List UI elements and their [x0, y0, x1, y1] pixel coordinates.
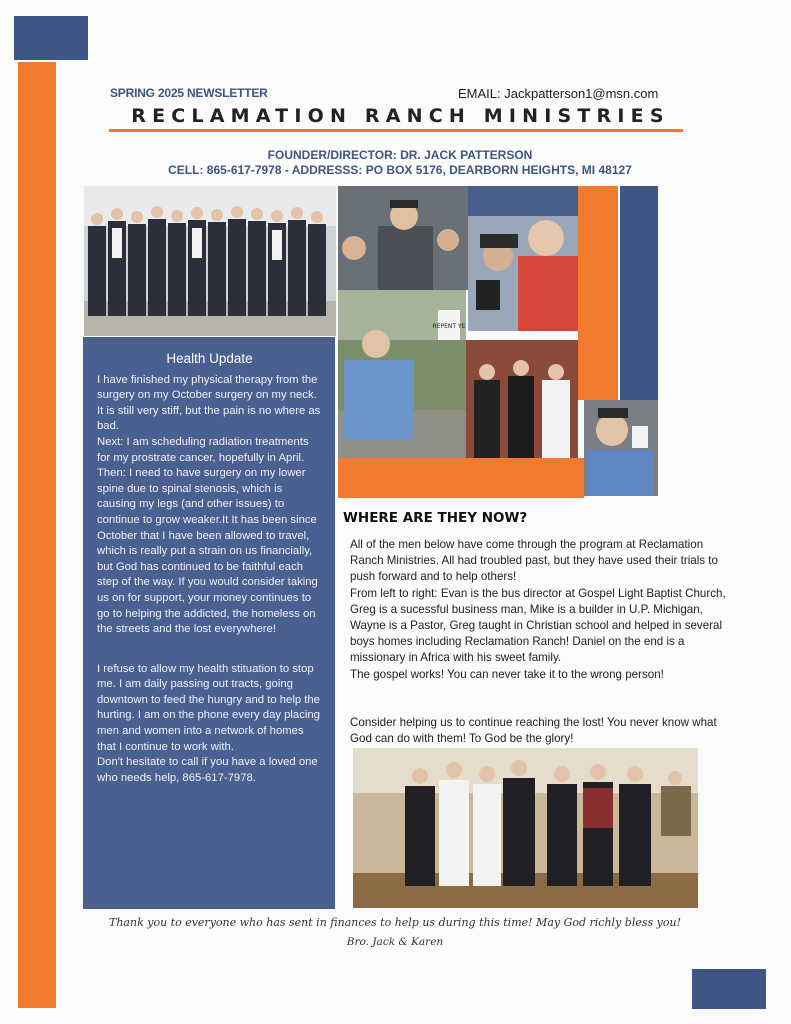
- photo-man-with-tract: [584, 400, 658, 496]
- consider-text: Consider helping us to continue reaching the lost! You never know what God can do with them! To God be the glory!: [350, 716, 717, 746]
- where-title: WHERE ARE THEY NOW?: [343, 510, 528, 526]
- photo-man-with-youth: [338, 186, 468, 290]
- where-body: All of the men below have come through the program at Reclamation Ranch Ministries. All had troubled past, but they have used their trials to push forward and to help others! From left to right: Evan is the bus director at Gospel Light Baptist Church, Greg is a sucessful business man, Mike is a builder in U.P. Michigan, Wayne is a Pastor, Greg taught in Christian school and helped in several boys homes including Reclamation Ranch! Daniel on the end is a missionary in Africa with his sweet family. The gospel works! You can never take it to the wrong person!: [350, 538, 726, 681]
- corner-square-bottom: [692, 969, 766, 1009]
- signature: Bro. Jack & Karen: [346, 936, 444, 948]
- thank-you-note: Thank you to everyone who has sent in finances to help us during this time! May God richly bless you!: [109, 916, 681, 929]
- title-underline: [109, 129, 683, 132]
- collage-navy-bar: [620, 186, 658, 400]
- email-line: EMAIL: Jackpatterson1@msn.com: [458, 86, 659, 101]
- photo-street-ministry: [338, 290, 466, 458]
- left-orange-stripe: [18, 62, 56, 1008]
- photo-men-in-church: [353, 748, 698, 908]
- photo-three-men-church: [466, 340, 578, 458]
- founder-line: FOUNDER/DIRECTOR: DR. JACK PATTERSON: [267, 148, 533, 162]
- collage-orange-bottom: [338, 458, 584, 498]
- collage-orange-bar: [578, 186, 618, 400]
- group-photo-men: [84, 186, 336, 336]
- health-update-title: Health Update: [166, 351, 253, 366]
- contact-line: CELL: 865-617-7978 - ADDRESSS: PO BOX 5176, DEARBORN HEIGHTS, MI 48127: [168, 163, 632, 177]
- sign-text: REPENT YE: [432, 323, 466, 330]
- health-paragraph-1: I have finished my physical therapy from the surgery on my October surgery on my neck. It is still very stiff, but the pain is no where as bad. Next: I am scheduling radiation treatments for my prostrate cancer, hopefully in April. Then: I need to have surgery on my lower spine due to spinal stenosis, which is causing my legs (and other issues) to continue to grow weaker.It It has been since October that I have been allowed to travel, which is really put a strain on us financially, but God has continued to be faithful each step of the way. If you would consider taking us on for support, your money continues to go to helping the addicted, the homeless on the streets and the lost everywhere!: [97, 373, 321, 636]
- org-title: RECLAMATION RANCH MINISTRIES: [131, 105, 670, 127]
- health-paragraph-2: I refuse to allow my health stituation to stop me. I am daily passing out tracts, going downtown to feed the hungry and to help the hurting. I am on the phone every day placing men and women into a network of homes that I continue to work with. Don't hesitate to call if you have a loved one who needs help, 865-617-7978.: [97, 662, 320, 784]
- newsletter-issue: SPRING 2025 NEWSLETTER: [110, 86, 268, 100]
- collage-navy-top: [468, 186, 578, 216]
- health-update-box: [83, 337, 335, 909]
- corner-square-top: [14, 16, 88, 60]
